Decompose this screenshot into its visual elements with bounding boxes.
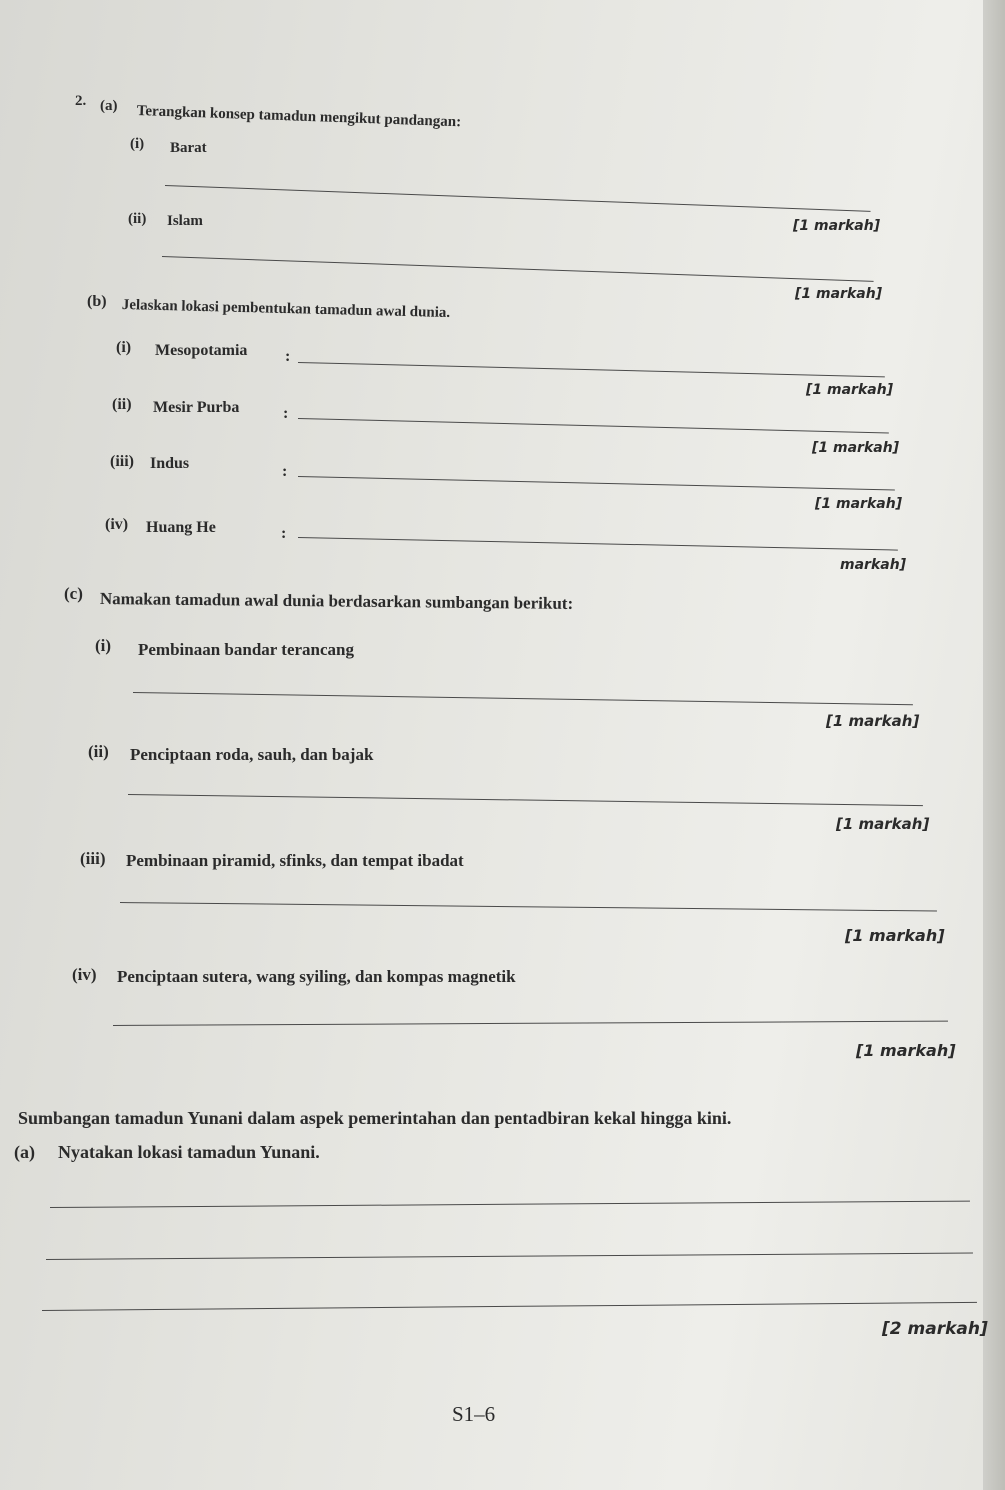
marks-label: [1 markah] [815, 496, 903, 512]
page-edge [983, 0, 1005, 1490]
answer-line[interactable] [46, 1253, 973, 1260]
marks-label: [2 markah] [882, 1319, 988, 1339]
item-text: Barat [170, 140, 207, 156]
part-c-prompt: Namakan tamadun awal dunia berdasarkan sumbangan berikut: [99, 589, 574, 613]
part-c-label: (c) [64, 584, 83, 603]
question-3-stem: Sumbangan tamadun Yunani dalam aspek pemerintahan dan pentadbiran kekal hingga kini. [18, 1108, 732, 1128]
marks-label: [1 markah] [795, 286, 883, 302]
item-label: (i) [95, 636, 112, 655]
part-a-prompt: Terangkan konsep tamadun mengikut pandangan: [136, 103, 462, 131]
colon: : [282, 463, 288, 480]
item-label: (ii) [128, 211, 147, 227]
colon: : [281, 525, 287, 542]
part-b-label: (b) [87, 293, 107, 310]
item-text: Pembinaan piramid, sfinks, dan tempat ibadat [126, 851, 464, 870]
item-text: Mesir Purba [153, 399, 240, 416]
item-text: Penciptaan roda, sauh, dan bajak [130, 745, 374, 764]
part-b-prompt: Jelaskan lokasi pembentukan tamadun awal dunia. [121, 297, 451, 322]
marks-label: markah] [840, 557, 907, 573]
answer-line[interactable] [165, 185, 871, 212]
marks-label: [1 markah] [826, 712, 920, 730]
marks-label: [1 markah] [793, 218, 881, 234]
item-text: Indus [150, 455, 190, 472]
marks-label: [1 markah] [812, 440, 900, 456]
item-text: Mesopotamia [155, 342, 248, 359]
question-number: 2. [75, 93, 87, 109]
item-text: Islam [167, 213, 203, 229]
item-label: (i) [130, 136, 145, 152]
item-label: (ii) [88, 742, 109, 761]
item-label: (iv) [72, 965, 97, 984]
item-label: (i) [116, 339, 132, 356]
item-label: (iii) [80, 849, 106, 868]
q3-part-a-label: (a) [14, 1142, 35, 1162]
item-text: Huang He [146, 519, 216, 536]
marks-label: [1 markah] [836, 815, 930, 833]
colon: : [283, 405, 289, 422]
answer-line[interactable] [298, 362, 885, 377]
item-label: (iii) [110, 453, 134, 470]
q3-part-a-prompt: Nyatakan lokasi tamadun Yunani. [58, 1142, 320, 1162]
answer-line[interactable] [113, 1021, 948, 1026]
colon: : [285, 348, 291, 365]
item-text: Pembinaan bandar terancang [138, 640, 354, 659]
answer-line[interactable] [120, 902, 937, 912]
marks-label: [1 markah] [806, 382, 894, 398]
page-code: S1–6 [452, 1402, 496, 1426]
answer-line[interactable] [42, 1302, 977, 1311]
answer-line[interactable] [133, 692, 913, 705]
item-text: Penciptaan sutera, wang syiling, dan kompas magnetik [117, 967, 516, 986]
answer-line[interactable] [298, 476, 895, 491]
part-a-label: (a) [100, 98, 118, 114]
answer-line[interactable] [50, 1201, 970, 1208]
answer-line[interactable] [128, 794, 923, 806]
answer-line[interactable] [298, 537, 898, 551]
item-label: (ii) [112, 396, 132, 413]
marks-label: [1 markah] [845, 926, 945, 945]
answer-line[interactable] [298, 418, 889, 433]
item-label: (iv) [105, 516, 129, 533]
marks-label: [1 markah] [856, 1041, 956, 1060]
answer-line[interactable] [162, 256, 874, 282]
